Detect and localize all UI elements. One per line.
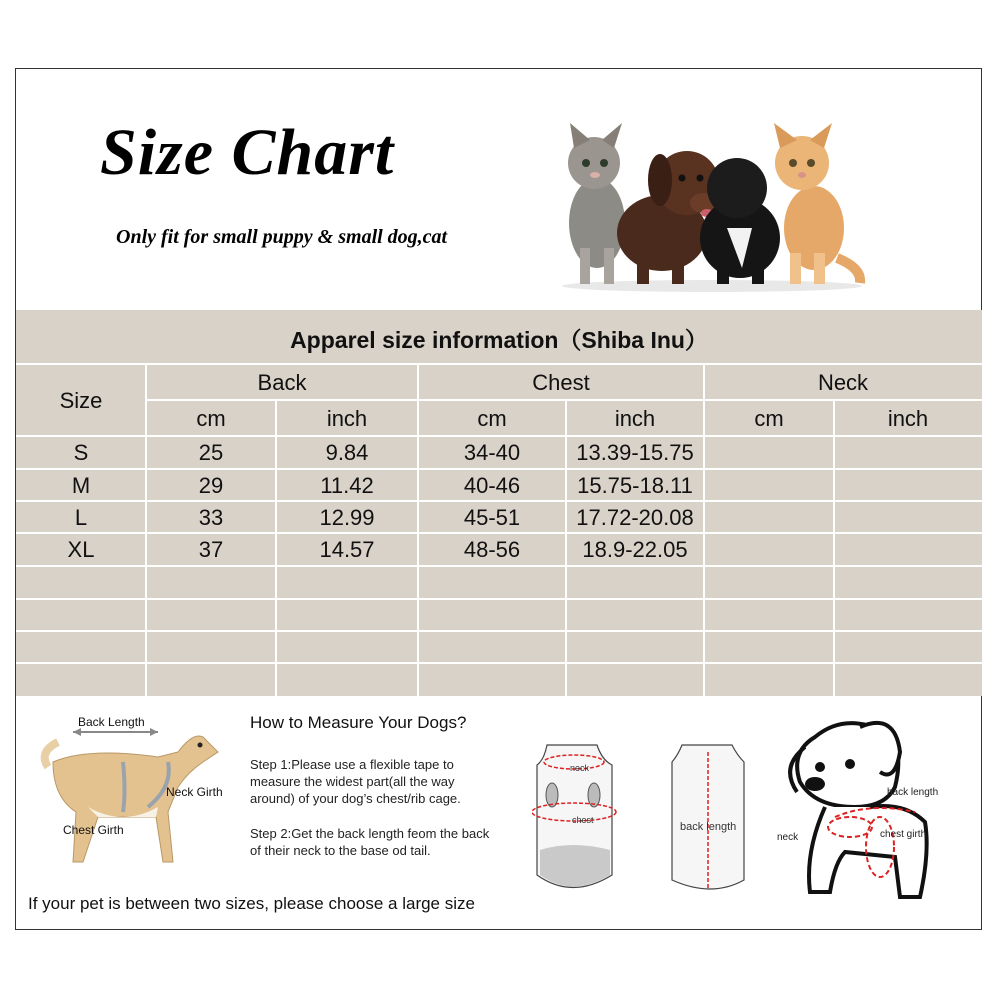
size-note: If your pet is between two sizes, please choose a large size	[28, 894, 475, 913]
page-title: Size Chart	[100, 116, 395, 189]
row-xl-back-cm: 37	[198, 537, 224, 562]
unit-back-cm: cm	[196, 405, 226, 431]
row-m-chest-inch: 15.75-18.11	[577, 472, 693, 498]
row-xl-chest-inch: 18.9-22.05	[582, 537, 688, 562]
row-l-size: L	[74, 504, 88, 530]
dog-side-illustration	[28, 712, 238, 877]
row-s-chest-inch: 13.39-15.75	[576, 440, 694, 465]
how-to-measure-heading: How to Measure Your Dogs?	[250, 713, 467, 732]
garment-diagram	[532, 740, 772, 900]
row-xl-chest-cm: 48-56	[463, 537, 521, 562]
puppy-illustration	[775, 712, 975, 912]
row-m-neck-inch	[834, 470, 982, 501]
label-chest-girth: Chest Girth	[63, 823, 124, 837]
unit-chest-cm: cm	[477, 405, 507, 431]
unit-neck-cm: cm	[754, 405, 784, 431]
row-xl-neck-inch	[834, 534, 982, 566]
black-puppy	[700, 158, 780, 284]
row-l-back-inch: 12.99	[319, 504, 375, 530]
group-neck: Neck	[817, 369, 869, 395]
step-2-text: Step 2:Get the back length feom the back of their neck to the base od tail.	[250, 826, 490, 858]
unit-back-inch: inch	[326, 405, 368, 431]
row-s-chest-cm: 34-40	[463, 440, 521, 465]
row-l-neck-cm	[704, 502, 834, 533]
row-m-size: M	[71, 472, 91, 498]
unit-chest-inch: inch	[614, 405, 656, 431]
row-s-back-cm: 25	[198, 440, 224, 465]
garment-label-chest: chest	[572, 815, 594, 825]
row-xl-neck-cm	[704, 534, 834, 566]
group-back: Back	[257, 369, 307, 395]
row-xl-back-inch: 14.57	[319, 537, 375, 562]
row-m-chest-cm: 40-46	[463, 472, 521, 498]
row-s-neck-inch	[834, 437, 982, 469]
row-m-back-inch: 11.42	[320, 472, 374, 498]
puppy-label-back-length: back length	[887, 787, 939, 798]
puppy-label-chest-girth: chest girth	[880, 829, 927, 840]
row-s-size: S	[73, 440, 89, 465]
table-title: Apparel size information（Shiba Inu）	[290, 326, 708, 353]
row-m-back-cm: 29	[198, 472, 224, 498]
row-l-neck-inch	[834, 502, 982, 533]
puppy-label-neck: neck	[777, 832, 799, 843]
row-l-chest-cm: 45-51	[463, 504, 521, 530]
size-header: Size	[59, 387, 103, 413]
group-chest: Chest	[532, 369, 590, 395]
row-l-back-cm: 33	[198, 504, 224, 530]
row-m-neck-cm	[704, 470, 834, 501]
step-1-text: Step 1:Please use a flexible tape to measure the widest part(all the way around) of your dog’s chest/rib cage.	[250, 757, 461, 806]
garment-label-back-length: back length	[680, 821, 737, 833]
label-back-length: Back Length	[78, 715, 145, 729]
row-xl-size: XL	[67, 537, 95, 562]
orange-kitten	[774, 123, 860, 284]
pets-photo	[552, 118, 872, 294]
size-table	[16, 310, 982, 696]
label-neck-girth: Neck Girth	[166, 785, 223, 799]
row-s-neck-cm	[704, 437, 834, 469]
row-l-chest-inch: 17.72-20.08	[576, 504, 694, 530]
unit-neck-inch: inch	[887, 405, 929, 431]
brown-puppy	[617, 151, 719, 284]
garment-label-neck: neck	[570, 763, 590, 773]
row-s-back-inch: 9.84	[325, 440, 369, 465]
page-subtitle: Only fit for small puppy & small dog,cat	[116, 226, 448, 248]
tabby-kitten	[568, 123, 625, 284]
